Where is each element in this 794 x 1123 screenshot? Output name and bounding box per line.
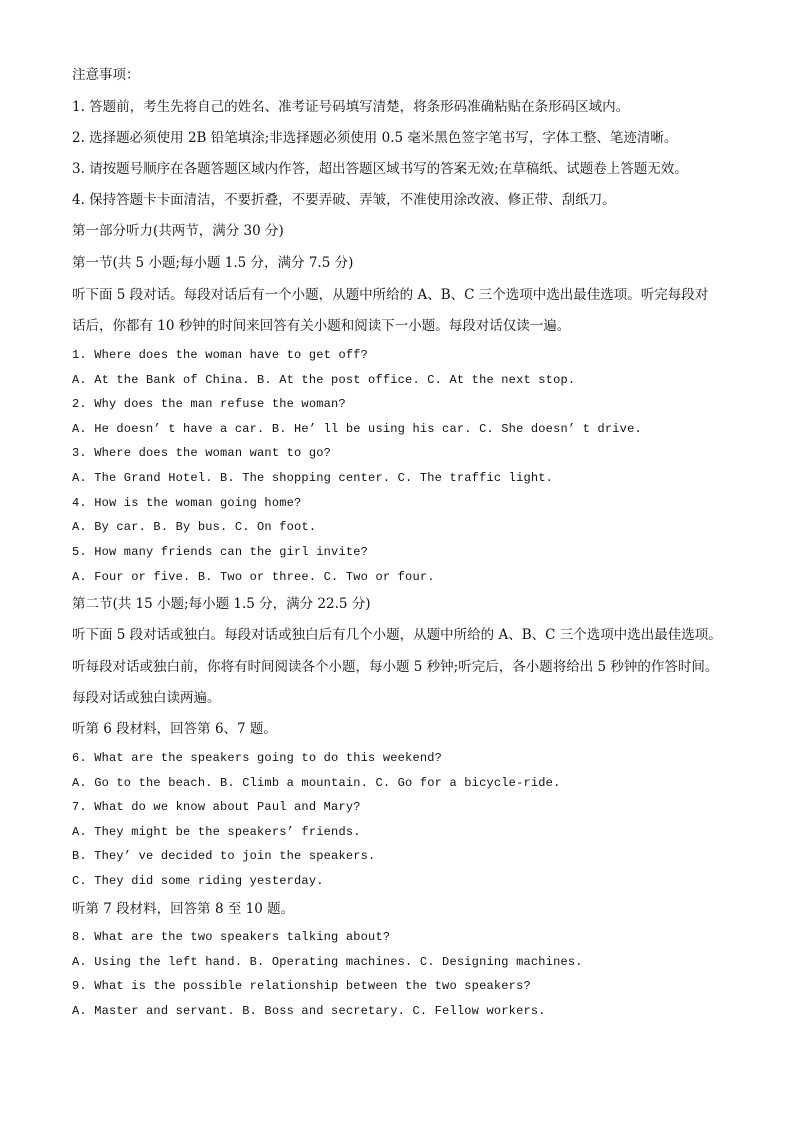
notice-heading: 注意事项： <box>72 67 140 83</box>
section-two-heading: 第二节(共 15 小题;每小题 1.5 分，满分 22.5 分) <box>72 596 371 612</box>
part-one-heading: 第一部分听力(共两节，满分 30 分) <box>72 223 284 239</box>
question-8: 8. What are the two speakers talking about? <box>72 930 391 944</box>
section-one-instructions: 听下面 5 段对话。每段对话后有一个小题，从题中所给的 A、B、C 三个选项中选出最佳选项。听完每段对 <box>72 287 709 303</box>
notice-item-1: 1. 答题前，考生先将自己的姓名、准考证号码填写清楚，将条形码准确粘贴在条形码区域内。 <box>72 99 630 115</box>
question-9: 9. What is the possible relationship between the two speakers? <box>72 979 531 993</box>
options-6: A. Go to the beach. B. Climb a mountain. C. Go for a bicycle-ride. <box>72 776 561 790</box>
section-one-instructions-cont: 话后，你都有 10 秒钟的时间来回答有关小题和阅读下一小题。每段对话仅读一遍。 <box>72 318 571 334</box>
options-1: A. At the Bank of China. B. At the post office. C. At the next stop. <box>72 373 576 387</box>
option-7a: A. They might be the speakers’ friends. <box>72 825 361 839</box>
options-4: A. By car. B. By bus. C. On foot. <box>72 520 317 534</box>
options-9: A. Master and servant. B. Boss and secretary. C. Fellow workers. <box>72 1004 546 1018</box>
options-2: A. He doesn’ t have a car. B. He’ ll be using his car. C. She doesn’ t drive. <box>72 422 642 436</box>
notice-item-2: 2. 选择题必须使用 2B 铅笔填涂;非选择题必须使用 0.5 毫米黑色签字笔书写，字体工整、笔迹清晰。 <box>72 130 678 146</box>
options-3: A. The Grand Hotel. B. The shopping center. C. The traffic light. <box>72 471 554 485</box>
option-7c: C. They did some riding yesterday. <box>72 874 324 888</box>
notice-item-4: 4. 保持答题卡卡面清洁，不要折叠，不要弄破、弄皱，不准使用涂改液、修正带、刮纸刀。 <box>72 192 616 208</box>
question-6: 6. What are the speakers going to do this weekend? <box>72 751 443 765</box>
question-1: 1. Where does the woman have to get off? <box>72 348 369 362</box>
section-two-instructions-2: 听每段对话或独白前，你将有时间阅读各个小题，每小题 5 秒钟;听完后，各小题将给出 5 秒钟的作答时间。 <box>72 659 719 675</box>
notice-item-3: 3. 请按题号顺序在各题答题区域内作答，超出答题区域书写的答案无效;在草稿纸、试题卷上答题无效。 <box>72 161 688 177</box>
question-4: 4. How is the woman going home? <box>72 496 302 510</box>
question-7: 7. What do we know about Paul and Mary? <box>72 800 361 814</box>
material-7-heading: 听第 7 段材料，回答第 8 至 10 题。 <box>72 901 295 917</box>
question-2: 2. Why does the man refuse the woman? <box>72 397 346 411</box>
material-6-heading: 听第 6 段材料，回答第 6、7 题。 <box>72 721 277 737</box>
section-two-instructions-3: 每段对话或独白读两遍。 <box>72 690 221 706</box>
section-two-instructions-1: 听下面 5 段对话或独白。每段对话或独白后有几个小题，从题中所给的 A、B、C 三个选项中选出最佳选项。 <box>72 627 722 643</box>
question-3: 3. Where does the woman want to go? <box>72 446 332 460</box>
options-5: A. Four or five. B. Two or three. C. Two or four. <box>72 570 435 584</box>
question-5: 5. How many friends can the girl invite? <box>72 545 369 559</box>
option-7b: B. They’ ve decided to join the speakers. <box>72 849 376 863</box>
section-one-heading: 第一节(共 5 小题;每小题 1.5 分，满分 7.5 分) <box>72 255 354 271</box>
options-8: A. Using the left hand. B. Operating machines. C. Designing machines. <box>72 955 583 969</box>
